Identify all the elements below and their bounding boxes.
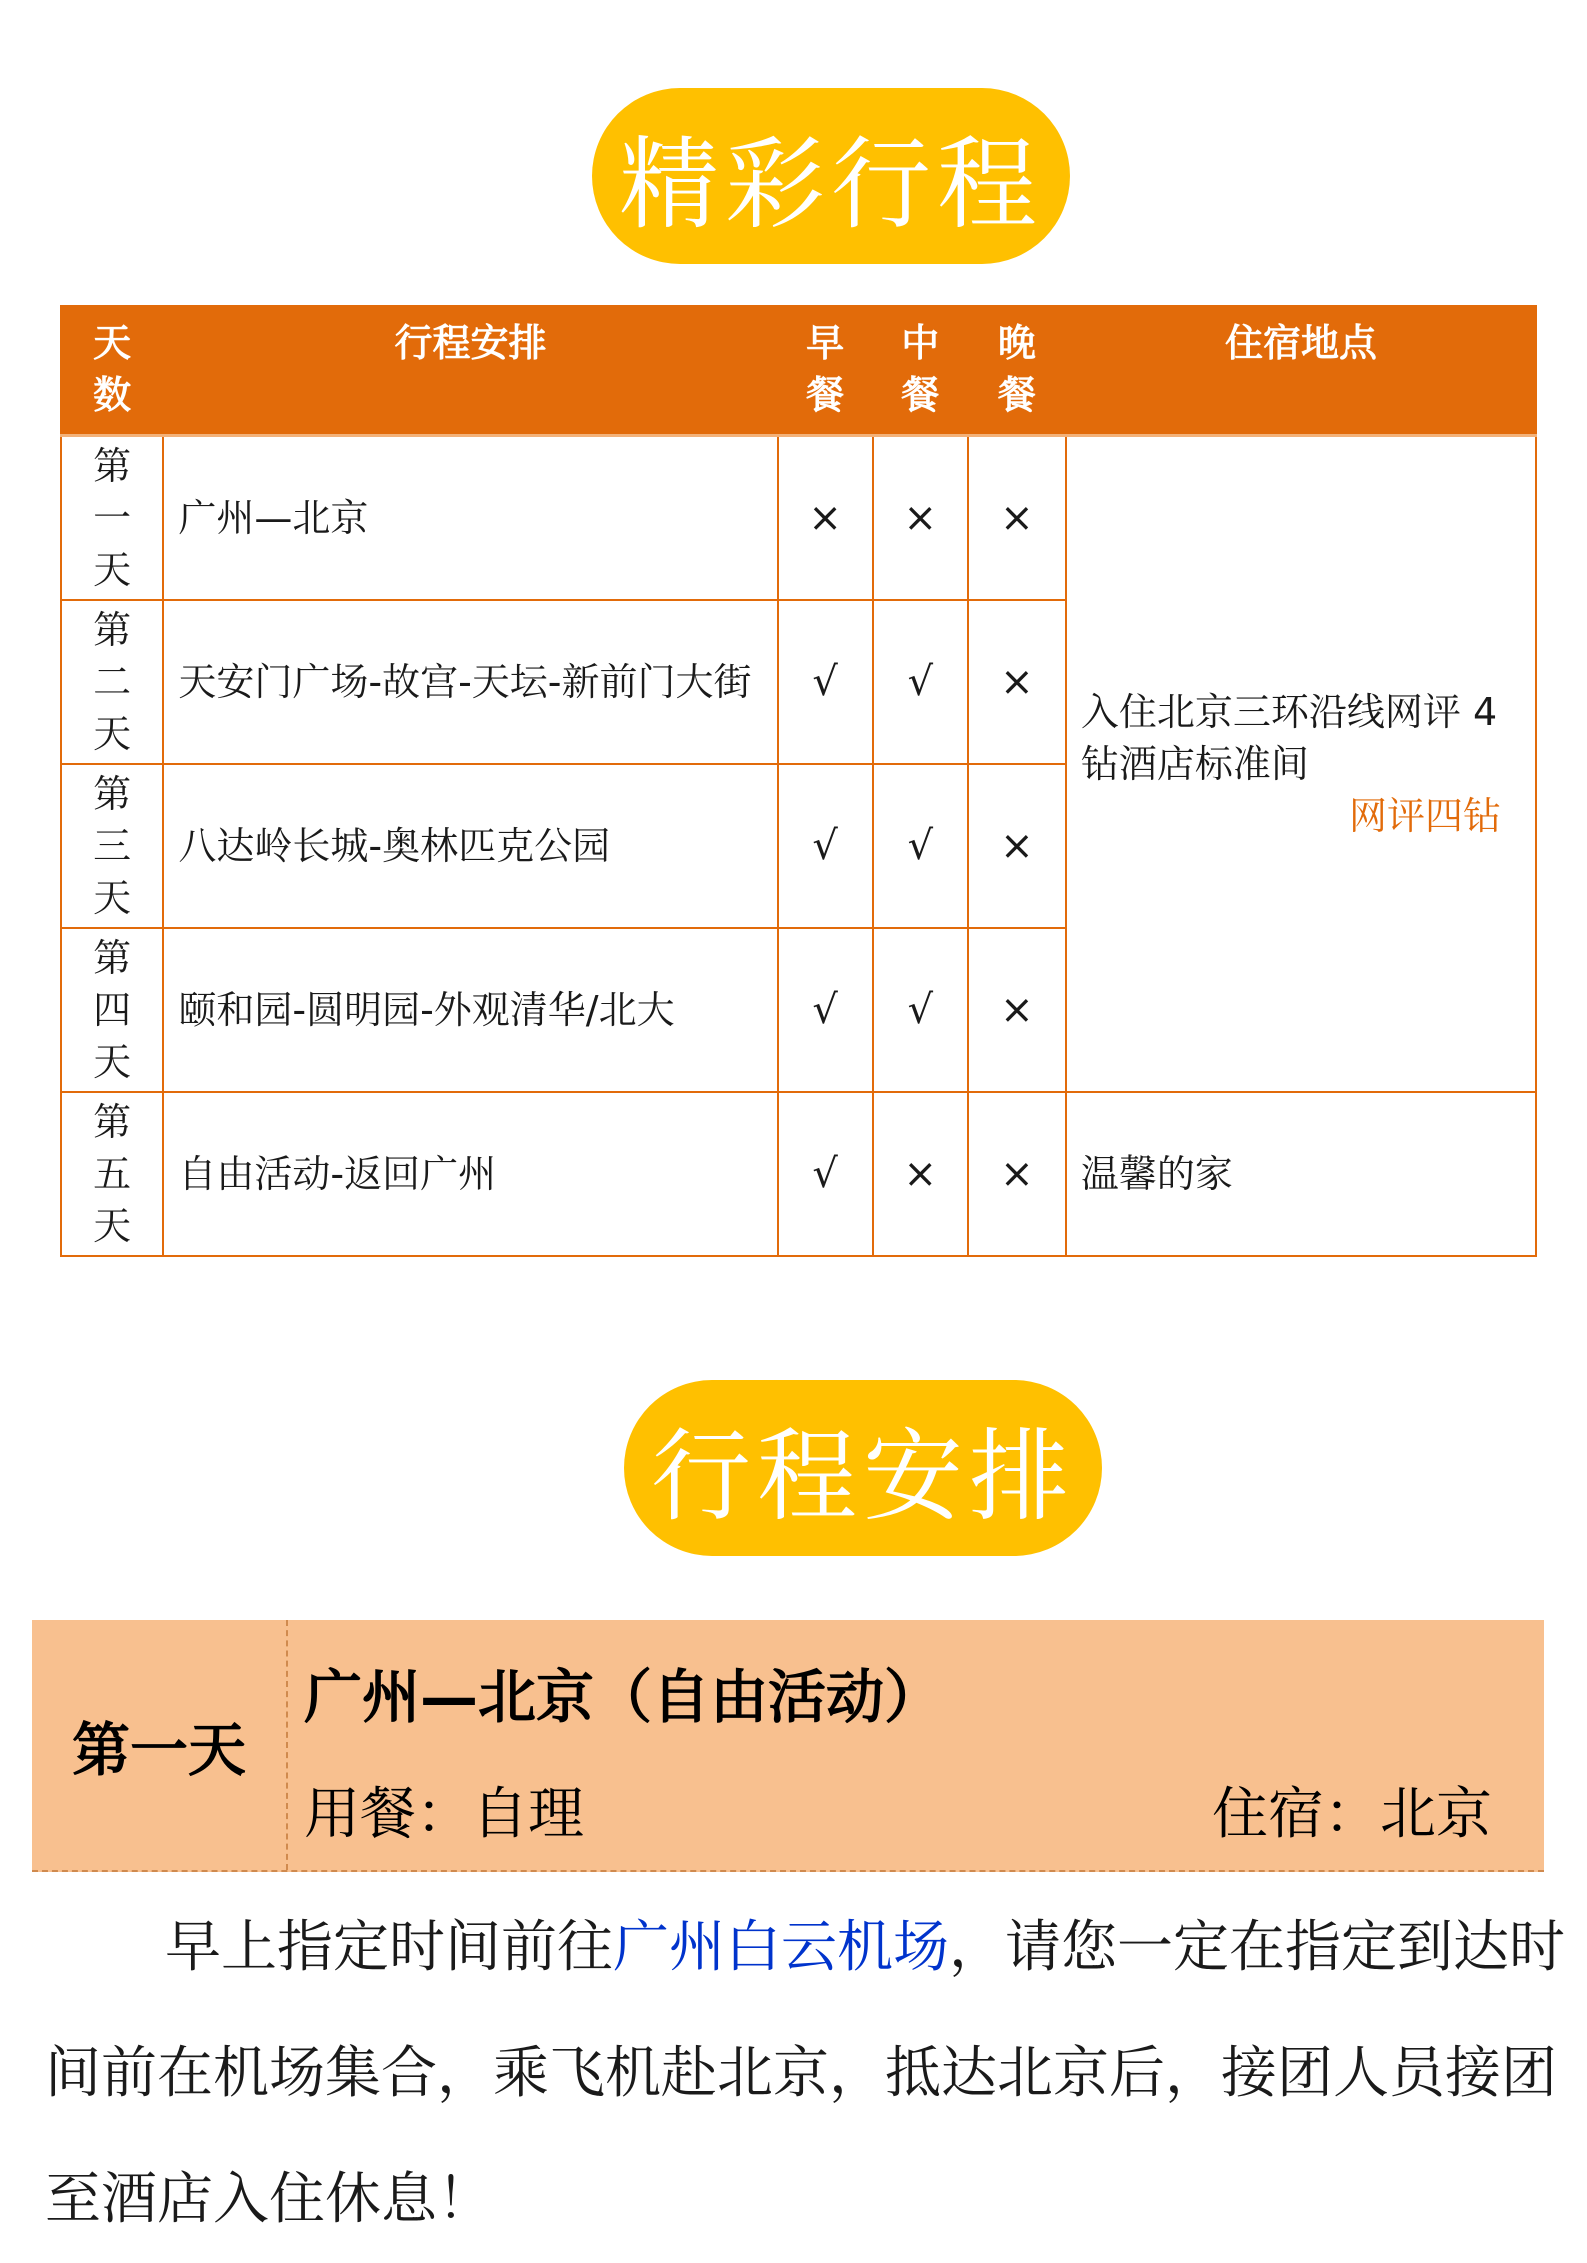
route-cell: 八达岭长城-奥林匹克公园 bbox=[163, 764, 777, 928]
day1-meal: 用餐：自理 bbox=[304, 1782, 584, 1847]
header-breakfast: 早餐 bbox=[778, 306, 873, 436]
route-cell: 自由活动-返回广州 bbox=[163, 1092, 777, 1256]
breakfast-cell: √ bbox=[778, 1092, 873, 1256]
day1-text-after: ，请您一定在指定到达时间前在机场集合，乘飞机赴北京，抵达北京后，接团人员接团至酒店入住休息！ bbox=[45, 1915, 1565, 2232]
hotel-cell-last: 温馨的家 bbox=[1066, 1092, 1536, 1256]
day1-label: 第一天 bbox=[32, 1620, 288, 1870]
lunch-cell: × bbox=[873, 1092, 968, 1256]
route-cell: 颐和园-圆明园-外观清华/北大 bbox=[163, 928, 777, 1092]
day1-stay: 住宿：北京 bbox=[1212, 1782, 1492, 1847]
table-row bbox=[61, 436, 1536, 601]
day-cell: 第一天 bbox=[61, 436, 163, 601]
day1-title: 广州—北京（自由活动） bbox=[304, 1663, 943, 1731]
itinerary-table bbox=[60, 305, 1537, 1257]
day-cell: 第五天 bbox=[61, 1092, 163, 1256]
lunch-cell: √ bbox=[873, 928, 968, 1092]
hotel-description: 入住北京三环沿线网评 4 钻酒店标准间 bbox=[1080, 690, 1498, 786]
airport-link[interactable]: 广州白云机场 bbox=[613, 1915, 949, 1980]
hotel-rating-tag: 网评四钻 bbox=[1348, 794, 1501, 838]
day-cell: 第二天 bbox=[61, 600, 163, 764]
header-lunch: 中餐 bbox=[873, 306, 968, 436]
table-header-row bbox=[61, 306, 1536, 436]
dinner-cell: × bbox=[968, 600, 1066, 764]
table-row bbox=[61, 1092, 1536, 1256]
dinner-cell: × bbox=[968, 928, 1066, 1092]
header-day: 天数 bbox=[61, 306, 163, 436]
day1-header bbox=[32, 1620, 1544, 1872]
lunch-cell: × bbox=[873, 436, 968, 601]
dinner-cell: × bbox=[968, 1092, 1066, 1256]
day1-text-before: 早上指定时间前往 bbox=[165, 1915, 613, 1980]
breakfast-cell: × bbox=[778, 436, 873, 601]
itinerary-detail-heading: 行程安排 bbox=[624, 1380, 1102, 1556]
route-cell: 广州—北京 bbox=[163, 436, 777, 601]
dinner-cell: × bbox=[968, 436, 1066, 601]
lunch-cell: √ bbox=[873, 600, 968, 764]
route-cell: 天安门广场-故宫-天坛-新前门大街 bbox=[163, 600, 777, 764]
lunch-cell: √ bbox=[873, 764, 968, 928]
breakfast-cell: √ bbox=[778, 764, 873, 928]
day-cell: 第三天 bbox=[61, 764, 163, 928]
breakfast-cell: √ bbox=[778, 600, 873, 764]
dinner-cell: × bbox=[968, 764, 1066, 928]
header-hotel: 住宿地点 bbox=[1066, 306, 1536, 436]
header-route: 行程安排 bbox=[163, 306, 777, 436]
hotel-cell bbox=[1066, 436, 1536, 1093]
day-cell: 第四天 bbox=[61, 928, 163, 1092]
header-dinner: 晚餐 bbox=[968, 306, 1066, 436]
day1-description bbox=[45, 1885, 1565, 2263]
breakfast-cell: √ bbox=[778, 928, 873, 1092]
itinerary-overview-heading: 精彩行程 bbox=[592, 88, 1070, 264]
